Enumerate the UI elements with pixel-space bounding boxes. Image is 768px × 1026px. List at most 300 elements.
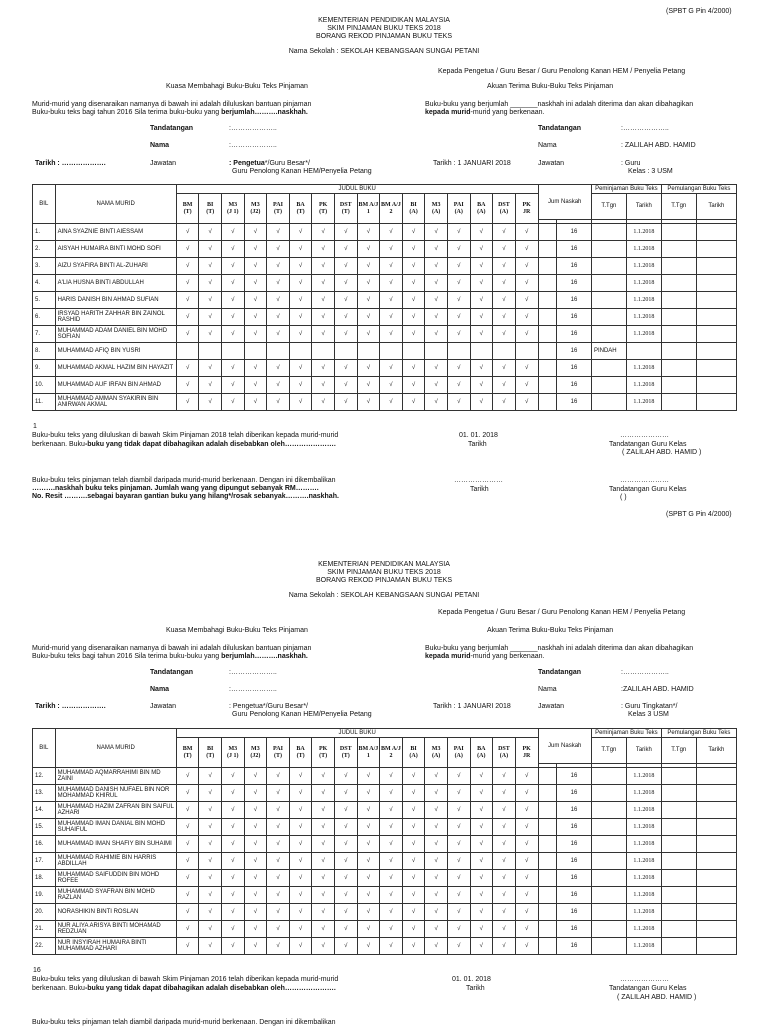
post-value-left-1-2: : Pengetua*/Guru Besar*/	[229, 703, 308, 710]
student-name: HARIS DANISH BIN AHMAD SUFIAN	[55, 292, 176, 309]
loan-note	[591, 309, 626, 326]
loan-date: 1.1.2018	[626, 785, 661, 802]
footer-dots-2: …………………	[620, 976, 669, 983]
loan-date-header: Tarikh	[626, 194, 661, 220]
return-dots: …………………	[454, 477, 503, 484]
book-check-cell: √	[447, 768, 470, 785]
book-check-cell: √	[334, 326, 357, 343]
subject-header: BI (A)	[402, 194, 425, 224]
return-tgn-cell	[661, 853, 696, 870]
subject-header: M3 (A)	[425, 738, 448, 768]
book-check-cell: √	[312, 377, 335, 394]
book-check-cell: √	[199, 802, 222, 819]
book-check-cell: √	[357, 360, 380, 377]
book-check-cell: √	[380, 819, 403, 836]
book-check-cell: √	[402, 870, 425, 887]
book-check-cell: √	[357, 921, 380, 938]
footer-date: 01. 01. 2018	[459, 432, 498, 439]
book-check-cell: √	[470, 819, 493, 836]
book-check-cell: √	[380, 292, 403, 309]
book-check-cell: √	[312, 887, 335, 904]
loan-note	[591, 904, 626, 921]
loan-note	[591, 241, 626, 258]
return-date-header: Tarikh	[696, 738, 736, 764]
student-name: MUHAMMAD AFIQ BIN YUSRI	[55, 343, 176, 360]
book-check-cell: √	[402, 258, 425, 275]
blank-cell	[538, 309, 556, 326]
book-check-cell: √	[425, 921, 448, 938]
blank-cell	[538, 870, 556, 887]
book-check-cell: √	[425, 394, 448, 411]
book-check-cell: √	[493, 887, 516, 904]
book-check-cell: √	[312, 275, 335, 292]
footer-teacher-name: ( ZALILAH ABD. HAMID )	[622, 449, 702, 456]
book-check-cell: √	[425, 241, 448, 258]
book-check-cell: √	[289, 292, 312, 309]
copies-count: 16	[557, 394, 592, 411]
book-check-cell: √	[447, 938, 470, 955]
right-paragraph-line-1-2: Buku-buku yang berjumlah _______naskhah ini adalah diterima dan akan dibahagikan	[425, 645, 694, 652]
book-check-cell: √	[470, 275, 493, 292]
book-check-cell: √	[289, 360, 312, 377]
book-check-cell: √	[425, 802, 448, 819]
row-number: 8.	[33, 343, 56, 360]
book-check-cell: √	[447, 904, 470, 921]
loan-date: 1.1.2018	[626, 224, 661, 241]
book-check-cell: √	[515, 836, 538, 853]
book-check-cell: √	[425, 258, 448, 275]
book-check-cell: √	[425, 853, 448, 870]
footer-line-1: Buku-buku teks yang diluluskan di bawah Skim Pinjaman 2018 telah diberikan kepada murid-murid	[32, 432, 339, 439]
book-check-cell: √	[493, 326, 516, 343]
blank-cell	[538, 377, 556, 394]
book-check-cell: √	[222, 224, 245, 241]
copies-count: 16	[557, 224, 592, 241]
book-check-cell: √	[515, 241, 538, 258]
book-check-cell: √	[334, 309, 357, 326]
subject-header: BA (A)	[470, 194, 493, 224]
book-check-cell: √	[312, 853, 335, 870]
book-check-cell: √	[289, 836, 312, 853]
form-code-2: (SPBT G Pin 4/2000)	[666, 511, 732, 518]
book-check-cell: √	[493, 241, 516, 258]
book-check-cell: √	[402, 377, 425, 394]
table-row	[33, 275, 737, 292]
book-check-cell: √	[402, 394, 425, 411]
book-check-cell: √	[515, 394, 538, 411]
student-name: A'LIA HUSNA BINTI ABDULLAH	[55, 275, 176, 292]
return-tgn-cell	[661, 768, 696, 785]
footer-date-2: 01. 01. 2018	[452, 976, 491, 983]
left-paragraph-line-1-2: Murid-murid yang disenaraikan namanya di bawah ini adalah diluluskan bantuan pinjaman	[32, 645, 312, 652]
table-row	[33, 819, 737, 836]
table-row	[33, 360, 737, 377]
book-check-cell: √	[244, 258, 267, 275]
book-check-cell: √	[199, 819, 222, 836]
return-date-cell	[696, 921, 736, 938]
book-title-header: JUDUL BUKU	[176, 729, 538, 738]
book-check-cell: √	[199, 224, 222, 241]
subject-header: PK JR	[515, 194, 538, 224]
book-check-cell: √	[447, 802, 470, 819]
book-check-cell: √	[199, 309, 222, 326]
return-date-cell	[696, 887, 736, 904]
book-check-cell: √	[289, 275, 312, 292]
total-copies-header: Jum Naskah	[538, 729, 591, 764]
return-date-cell	[696, 258, 736, 275]
loan-date-header: Tarikh	[626, 738, 661, 764]
return-line-2: ……….naskhah buku teks pinjaman. Jumlah wang yang dipungut sebanyak RM……….	[32, 485, 319, 492]
name-label-right-2: Nama	[538, 686, 557, 693]
loan-date: 1.1.2018	[626, 836, 661, 853]
loan-note	[591, 938, 626, 955]
return-date-cell	[696, 853, 736, 870]
book-check-cell: √	[402, 768, 425, 785]
book-check-cell: √	[380, 377, 403, 394]
book-check-cell: √	[199, 921, 222, 938]
subject-header: DST (A)	[493, 738, 516, 768]
book-check-cell: √	[244, 819, 267, 836]
return-date-cell	[696, 836, 736, 853]
book-check-cell: √	[380, 785, 403, 802]
return-date-cell	[696, 292, 736, 309]
book-check-cell	[176, 343, 199, 360]
book-check-cell: √	[289, 904, 312, 921]
book-check-cell: √	[493, 275, 516, 292]
book-check-cell: √	[176, 802, 199, 819]
book-check-cell: √	[289, 870, 312, 887]
table-row	[33, 938, 737, 955]
book-check-cell: √	[312, 326, 335, 343]
book-check-cell: √	[312, 768, 335, 785]
book-check-cell: √	[222, 938, 245, 955]
book-check-cell: √	[357, 904, 380, 921]
book-check-cell: √	[222, 275, 245, 292]
book-check-cell	[312, 343, 335, 360]
book-check-cell: √	[493, 836, 516, 853]
footer-sign-label-2: Tandatangan Guru Kelas	[609, 985, 687, 992]
ministry-title-2: KEMENTERIAN PENDIDIKAN MALAYSIA	[318, 561, 450, 568]
book-check-cell: √	[176, 275, 199, 292]
return-tgn-cell	[661, 870, 696, 887]
return-date-cell	[696, 309, 736, 326]
book-check-cell: √	[425, 819, 448, 836]
book-check-cell	[493, 343, 516, 360]
subject-header: BM A/J 2	[380, 738, 403, 768]
book-check-cell: √	[425, 904, 448, 921]
subject-header: M3 (J 1)	[222, 194, 245, 224]
book-check-cell: √	[515, 258, 538, 275]
book-check-cell: √	[334, 275, 357, 292]
book-check-cell: √	[425, 360, 448, 377]
book-check-cell: √	[199, 377, 222, 394]
book-check-cell: √	[334, 360, 357, 377]
book-check-cell: √	[244, 887, 267, 904]
sign-value-right: :………………..	[621, 125, 669, 132]
book-check-cell: √	[515, 904, 538, 921]
name-header: NAMA MURID	[55, 185, 176, 224]
book-check-cell: √	[493, 870, 516, 887]
loan-note	[591, 836, 626, 853]
left-paragraph-line-2: Buku-buku teks bagi tahun 2016 Sila terima buku-buku yang berjumlah……….naskhah.	[32, 109, 308, 116]
book-check-cell: √	[312, 785, 335, 802]
book-check-cell: √	[312, 292, 335, 309]
loan-date: 1.1.2018	[626, 309, 661, 326]
book-check-cell: √	[244, 241, 267, 258]
student-name: NORASHIKIN BINTI ROSLAN	[55, 904, 176, 921]
student-name: MUHAMMAD AUF IRFAN BIN AHMAD	[55, 377, 176, 394]
form-code: (SPBT G Pin 4/2000)	[666, 8, 732, 15]
book-check-cell: √	[447, 275, 470, 292]
row-number: 15.	[33, 819, 56, 836]
book-check-cell: √	[199, 241, 222, 258]
form-title-2: BORANG REKOD PINJAMAN BUKU TEKS	[315, 577, 452, 584]
table-row	[33, 853, 737, 870]
name-value-right: : ZALILAH ABD. HAMID	[621, 142, 696, 149]
loan-header: Peminjaman Buku Teks	[591, 729, 661, 738]
loan-date: 1.1.2018	[626, 938, 661, 955]
book-check-cell: √	[244, 394, 267, 411]
book-check-cell: √	[199, 785, 222, 802]
ministry-title: KEMENTERIAN PENDIDIKAN MALAYSIA	[318, 17, 450, 24]
book-check-cell: √	[380, 360, 403, 377]
subject-header: M3 (A)	[425, 194, 448, 224]
book-check-cell: √	[402, 360, 425, 377]
table-row	[33, 224, 737, 241]
book-check-cell: √	[402, 241, 425, 258]
right-heading: Akuan Terima Buku-Buku Teks Pinjaman	[487, 83, 614, 90]
copies-count: 16	[557, 343, 592, 360]
book-check-cell: √	[515, 309, 538, 326]
post-value-right-2: Kelas : 3 USM	[628, 168, 673, 175]
return-tgn-header: T.Tgn	[661, 738, 696, 764]
return-header: Pemulangan Buku Teks	[661, 185, 736, 194]
book-check-cell: √	[176, 377, 199, 394]
book-check-cell: √	[334, 819, 357, 836]
book-check-cell: √	[176, 768, 199, 785]
loan-note	[591, 377, 626, 394]
post-value-right-2-2: Kelas 3 USM	[628, 711, 669, 718]
book-check-cell: √	[470, 802, 493, 819]
student-name: MUHAMMAD ADAM DANIEL BIN MOHD SOFIAN	[55, 326, 176, 343]
row-number: 11.	[33, 394, 56, 411]
name-label-left: Nama	[150, 142, 170, 149]
loan-note	[591, 360, 626, 377]
book-check-cell: √	[289, 377, 312, 394]
loan-tgn-header: T.Tgn	[591, 738, 626, 764]
return-tgn-cell	[661, 802, 696, 819]
book-check-cell: √	[357, 887, 380, 904]
right-paragraph-line-2: kepada murid-murid yang berkenaan.	[425, 109, 545, 116]
book-check-cell: √	[380, 938, 403, 955]
book-check-cell: √	[425, 224, 448, 241]
student-name: AINA SYAZNIE BINTI AIESSAM	[55, 224, 176, 241]
post-value-left-2: Guru Penolong Kanan HEM/Penyelia Petang	[232, 168, 372, 175]
loan-tgn-header: T.Tgn	[591, 194, 626, 220]
book-check-cell: √	[447, 870, 470, 887]
book-check-cell: √	[380, 904, 403, 921]
book-check-cell: √	[493, 938, 516, 955]
book-check-cell: √	[289, 802, 312, 819]
return-line-3: No. Resit ……….sebagai bayaran gantian buku yang hilang*/rosak sebanyak……….naskhah.	[32, 493, 339, 500]
student-name: IRSYAD HARITH ZAHHAR BIN ZAINOL RASHID	[55, 309, 176, 326]
book-check-cell: √	[289, 819, 312, 836]
sign-label-right: Tandatangan	[538, 125, 582, 132]
book-check-cell: √	[176, 785, 199, 802]
book-check-cell: √	[447, 326, 470, 343]
book-check-cell: √	[470, 904, 493, 921]
book-check-cell: √	[267, 938, 290, 955]
book-title-header: JUDUL BUKU	[176, 185, 538, 194]
book-check-cell: √	[470, 938, 493, 955]
book-check-cell: √	[447, 921, 470, 938]
sign-label-left: Tandatangan	[150, 125, 194, 132]
book-check-cell: √	[267, 292, 290, 309]
book-check-cell: √	[402, 819, 425, 836]
subject-header: BM A/J 1	[357, 194, 380, 224]
loan-note	[591, 785, 626, 802]
book-check-cell: √	[334, 241, 357, 258]
blank-cell	[538, 326, 556, 343]
return-line-1-2: Buku-buku teks pinjaman telah diambil daripada murid-murid berkenaan. Dengan ini dikembalikan	[32, 1019, 336, 1026]
footer-line-2-2: berkenaan. Buku-buku yang tidak dapat dibahagikan adalah disebabkan oleh………………….	[32, 985, 336, 992]
book-check-cell: √	[380, 836, 403, 853]
book-check-cell: √	[515, 802, 538, 819]
book-check-cell: √	[244, 853, 267, 870]
book-check-cell: √	[447, 853, 470, 870]
copies-count: 16	[557, 275, 592, 292]
book-check-cell: √	[470, 309, 493, 326]
book-check-cell	[199, 343, 222, 360]
return-tgn-cell	[661, 275, 696, 292]
table-header-row	[33, 729, 737, 738]
date-right-2: Tarikh : 1 JANUARI 2018	[433, 703, 511, 710]
bil-header: BIL	[33, 185, 56, 224]
loan-date: 1.1.2018	[626, 887, 661, 904]
book-check-cell: √	[334, 394, 357, 411]
loan-date: 1.1.2018	[626, 819, 661, 836]
book-check-cell: √	[199, 768, 222, 785]
sign-value-left: :………………..	[229, 125, 277, 132]
left-heading: Kuasa Membahagi Buku-Buku Teks Pinjaman	[166, 83, 308, 90]
book-check-cell: √	[402, 921, 425, 938]
copies-count: 16	[557, 904, 592, 921]
copies-count: 16	[557, 836, 592, 853]
post-value-right-1-2: : Guru Tingkatan*/	[621, 703, 678, 710]
book-check-cell: √	[176, 394, 199, 411]
book-check-cell: √	[267, 921, 290, 938]
book-check-cell	[470, 343, 493, 360]
book-check-cell: √	[380, 241, 403, 258]
book-check-cell: √	[515, 224, 538, 241]
student-name: MUHAMMAD AKMAL HAZIM BIN HAYAZIT	[55, 360, 176, 377]
row-number: 5.	[33, 292, 56, 309]
return-tgn-cell	[661, 785, 696, 802]
row-number: 13.	[33, 785, 56, 802]
book-check-cell: √	[380, 768, 403, 785]
table-row	[33, 802, 737, 819]
book-check-cell: √	[312, 360, 335, 377]
book-check-cell: √	[267, 309, 290, 326]
book-check-cell: √	[244, 377, 267, 394]
book-check-cell: √	[289, 309, 312, 326]
book-check-cell: √	[357, 241, 380, 258]
row-number: 22.	[33, 938, 56, 955]
book-check-cell: √	[176, 224, 199, 241]
book-check-cell: √	[493, 224, 516, 241]
book-check-cell: √	[515, 921, 538, 938]
book-check-cell: √	[470, 241, 493, 258]
return-tgn-cell	[661, 309, 696, 326]
book-check-cell	[515, 343, 538, 360]
book-check-cell: √	[380, 394, 403, 411]
return-tgn-cell	[661, 377, 696, 394]
book-check-cell	[402, 343, 425, 360]
blank-cell	[538, 853, 556, 870]
book-check-cell	[357, 343, 380, 360]
book-check-cell: √	[515, 768, 538, 785]
sign-label-right-2: Tandatangan	[538, 669, 582, 676]
return-date-cell	[696, 870, 736, 887]
book-check-cell: √	[334, 768, 357, 785]
book-check-cell: √	[402, 802, 425, 819]
scheme-title-2: SKIM PINJAMAN BUKU TEKS 2018	[327, 569, 441, 576]
book-check-cell: √	[470, 853, 493, 870]
book-check-cell: √	[199, 258, 222, 275]
return-date-cell	[696, 904, 736, 921]
book-check-cell: √	[334, 292, 357, 309]
book-check-cell: √	[447, 292, 470, 309]
date-left: Tarikh : ……………….	[35, 160, 106, 167]
book-check-cell: √	[199, 904, 222, 921]
book-check-cell: √	[515, 785, 538, 802]
book-check-cell: √	[357, 938, 380, 955]
name-header: NAMA MURID	[55, 729, 176, 768]
loan-date: 1.1.2018	[626, 275, 661, 292]
book-check-cell: √	[267, 836, 290, 853]
book-check-cell: √	[447, 224, 470, 241]
date-right: Tarikh : 1 JANUARI 2018	[433, 160, 511, 167]
book-check-cell: √	[244, 275, 267, 292]
loan-note	[591, 887, 626, 904]
book-check-cell: √	[176, 870, 199, 887]
book-check-cell	[425, 343, 448, 360]
book-check-cell: √	[515, 275, 538, 292]
blank-cell	[538, 275, 556, 292]
table-row	[33, 921, 737, 938]
book-check-cell: √	[222, 836, 245, 853]
book-check-cell: √	[289, 768, 312, 785]
book-check-cell: √	[447, 836, 470, 853]
book-check-cell: √	[176, 326, 199, 343]
copies-count: 16	[557, 853, 592, 870]
book-check-cell: √	[222, 819, 245, 836]
book-check-cell: √	[267, 360, 290, 377]
book-check-cell: √	[357, 394, 380, 411]
loan-date: 1.1.2018	[626, 921, 661, 938]
loan-date: 1.1.2018	[626, 853, 661, 870]
school-name-2: Nama Sekolah : SEKOLAH KEBANGSAAN SUNGAI PETANI	[288, 592, 480, 599]
return-date-cell	[696, 224, 736, 241]
book-check-cell: √	[176, 836, 199, 853]
student-name: MUHAMMAD AMMAN SYAKIRIN BIN ANIRWAN AKMAL	[55, 394, 176, 411]
return-date-cell	[696, 394, 736, 411]
book-check-cell: √	[312, 394, 335, 411]
book-check-cell: √	[176, 921, 199, 938]
name-label-left-2: Nama	[150, 686, 170, 693]
book-check-cell: √	[222, 292, 245, 309]
book-check-cell: √	[244, 904, 267, 921]
